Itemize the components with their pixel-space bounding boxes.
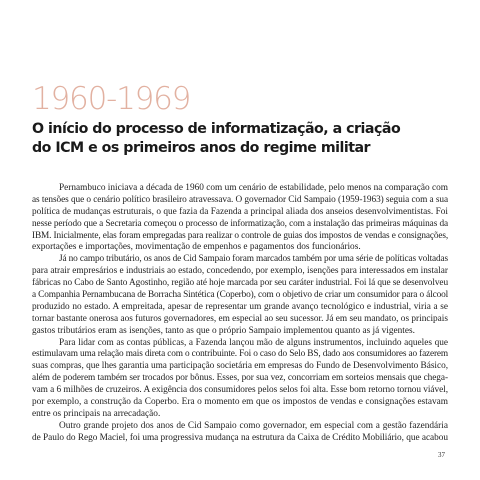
- paragraph-3-line: vam a 6 milhões de cruzeiros. A exigência dos consumidores pelos selos foi alta. Esse bom retorno tornou viável,: [32, 385, 448, 396]
- paragraph-1-line: Pernambuco iniciava a década de 1960 com um cenário de estabilidade, pelo menos na comparação com: [59, 183, 448, 193]
- page-number: 37: [438, 451, 445, 459]
- paragraph-2-line: fábricas no Cabo de Santo Agostinho, região até hoje marcada por seu caráter industrial. Foi lá que se desenvolveu: [32, 278, 448, 289]
- paragraph-3-line: entre os principais na arrecadação.: [32, 408, 161, 419]
- paragraph-1-line: IBM. Inicialmente, elas foram empregadas para realizar o controle de guias dos impostos de vendas e consignações,: [32, 230, 448, 241]
- paragraph-1-line: política de mudanças estruturais, o que fazia da Fazenda a principal aliada dos anseios desenvolvimentistas. Foi: [32, 206, 448, 217]
- paragraph-4-line: de Paulo do Rego Maciel, foi uma progressiva mudança na estrutura da Caixa de Crédito Mobiliário, que acabou: [32, 432, 448, 443]
- paragraph-2-line: tornar bastante onerosa aos futuros governadores, em especial ao seu sucessor. Já em seu mandato, os principais: [32, 313, 448, 324]
- decade-heading: 1960-1969: [32, 81, 191, 117]
- paragraph-3-line: além de poderem também ser trocados por bônus. Esses, por sua vez, concorriam em sorteios mensais que chega-: [32, 373, 448, 384]
- paragraph-4-line: Outro grande projeto dos anos de Cid Sampaio como governador, em especial com a gestão fazendária: [59, 420, 448, 431]
- paragraph-1-line: as tensões que o cenário político brasileiro atravessava. O governador Cid Sampaio (1959-1963) seguia com a sua: [32, 194, 448, 205]
- paragraph-3-line: suas compras, que lhes garantia uma participação societária em empresas do Fundo de Desenvolvimento Básico,: [32, 361, 448, 372]
- chapter-title-line: O início do processo de informatização, a criação: [32, 121, 401, 137]
- paragraph-2-line: gastos tributários eram as isenções, tanto as que o próprio Sampaio implementou quanto as já vigentes.: [32, 325, 415, 336]
- paragraph-3-line: por exemplo, a construção da Coperbo. Era o momento em que os impostos de vendas e consignações estavam: [32, 397, 448, 408]
- paragraph-2-line: Já no campo tributário, os anos de Cid Sampaio foram marcados também por uma série de políticas voltadas: [59, 254, 448, 265]
- paragraph-2-line: produzido no estado. A empreitada, apesar de representar um grande avanço tecnológico e industrial, viria a se: [32, 301, 448, 312]
- body-text: [32, 183, 448, 445]
- paragraph-1-line: nesse período que a Secretaria começou o processo de informatização, com a instalação das primeiras máquinas da: [32, 218, 448, 229]
- paragraph-3-line: Para lidar com as contas públicas, a Fazenda lançou mão de alguns instrumentos, incluindo aqueles que: [59, 337, 448, 348]
- paragraph-3-line: estimulavam uma relação mais direta com o contribuinte. Foi o caso do Selo BS, dado aos consumidores ao fazerem: [32, 349, 448, 360]
- chapter-title: [32, 120, 462, 158]
- paragraph-2-line: para atrair empresários e industriais ao estado, concedendo, por exemplo, isenções para interessados em instalar: [32, 266, 448, 277]
- paragraph-2-line: a Companhia Pernambucana de Borracha Sintética (Coperbo), com o objetivo de criar um consumidor para o álcool: [32, 290, 448, 301]
- paragraph-1-line: exportações e importações, movimentação de empenhos e pagamentos dos funcionários.: [32, 242, 361, 253]
- chapter-title-line: do ICM e os primeiros anos do regime militar: [32, 140, 371, 156]
